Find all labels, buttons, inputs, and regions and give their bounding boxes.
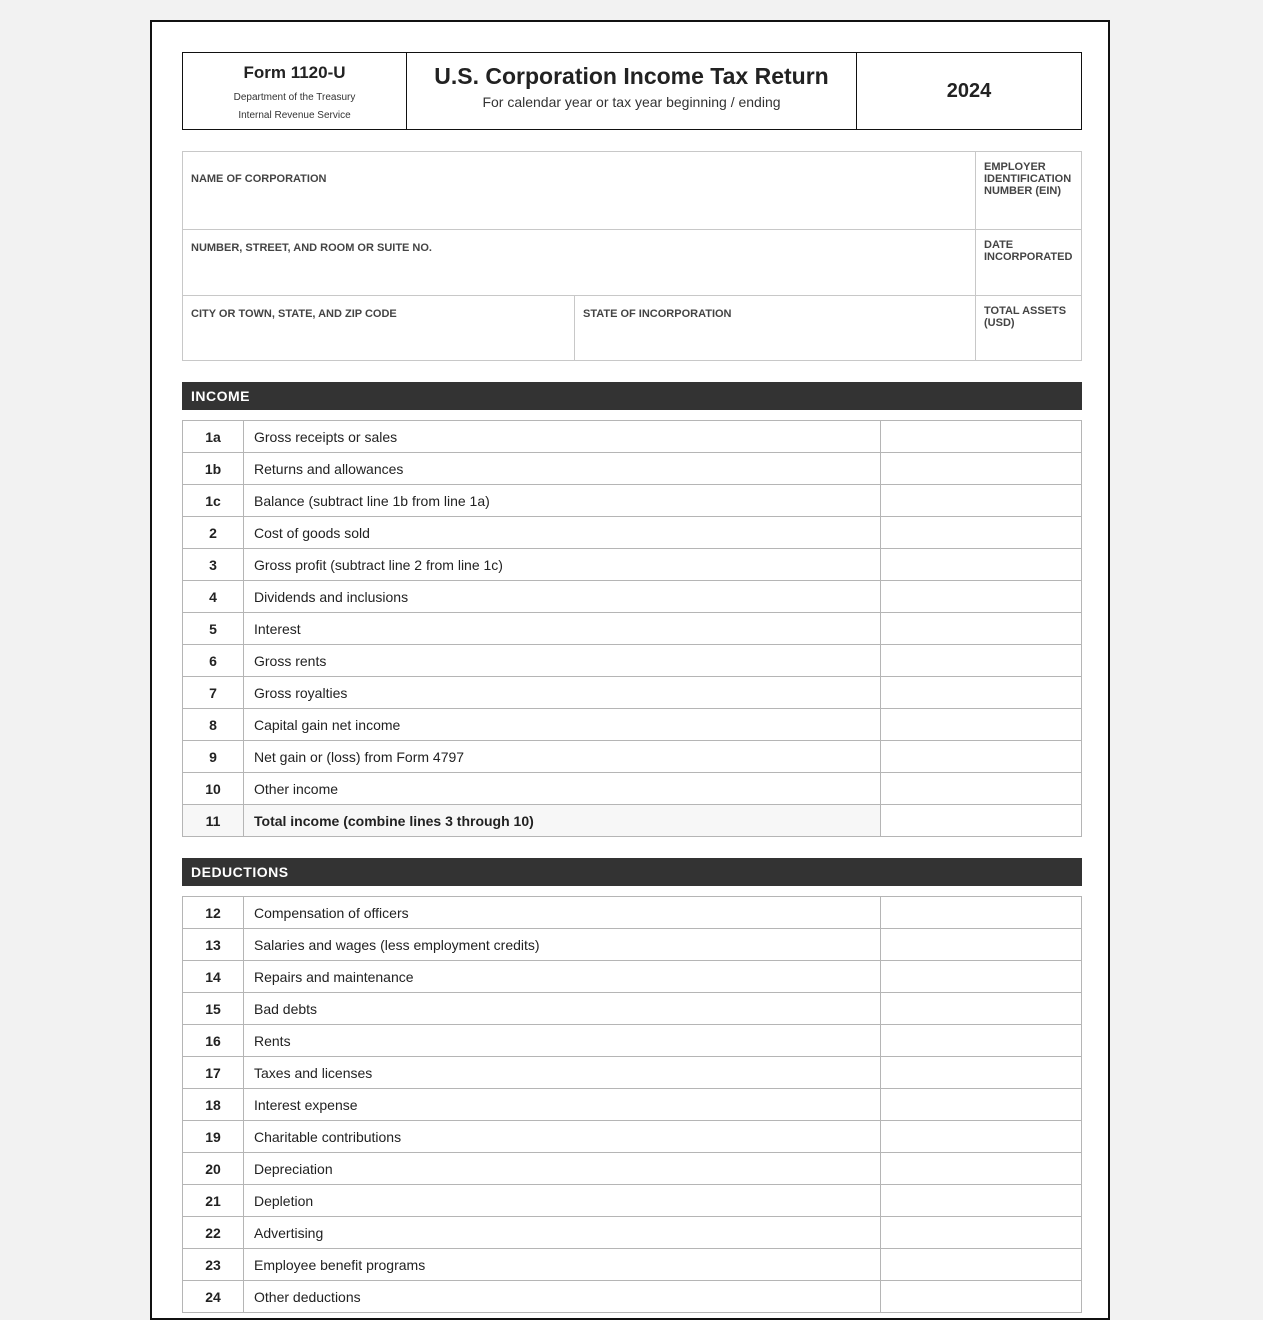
line-description: Capital gain net income (244, 709, 881, 741)
form-id-box (183, 53, 407, 129)
line-number: 2 (183, 517, 244, 549)
line-description: Total income (combine lines 3 through 10) (244, 805, 881, 837)
line-number: 12 (183, 897, 244, 929)
line-number: 5 (183, 613, 244, 645)
line-number: 19 (183, 1121, 244, 1153)
line-description: Advertising (244, 1217, 881, 1249)
line-amount-field[interactable] (881, 1153, 1082, 1185)
name-of-corporation-label: NAME OF CORPORATION (191, 173, 327, 185)
line-description: Interest (244, 613, 881, 645)
line-row (183, 805, 1082, 837)
line-row (183, 421, 1082, 453)
line-description: Returns and allowances (244, 453, 881, 485)
line-number: 15 (183, 993, 244, 1025)
line-amount-field[interactable] (881, 897, 1082, 929)
line-amount-field[interactable] (881, 677, 1082, 709)
line-amount-field[interactable] (881, 1121, 1082, 1153)
line-row (183, 709, 1082, 741)
line-number: 9 (183, 741, 244, 773)
form-content (182, 52, 1082, 1313)
line-row (183, 613, 1082, 645)
line-number: 23 (183, 1249, 244, 1281)
line-row (183, 741, 1082, 773)
line-amount-field[interactable] (881, 709, 1082, 741)
line-number: 16 (183, 1025, 244, 1057)
line-number: 13 (183, 929, 244, 961)
line-row (183, 453, 1082, 485)
line-number: 1a (183, 421, 244, 453)
form-title: U.S. Corporation Income Tax Return (434, 63, 829, 89)
street-address-field[interactable] (183, 230, 975, 295)
line-row (183, 645, 1082, 677)
line-amount-field[interactable] (881, 961, 1082, 993)
city-state-zip-field[interactable] (183, 296, 575, 360)
ein-field[interactable] (975, 152, 1081, 229)
state-of-incorporation-label: STATE OF INCORPORATION (583, 308, 732, 320)
info-row-name (183, 152, 1081, 230)
line-description: Rents (244, 1025, 881, 1057)
line-number: 14 (183, 961, 244, 993)
line-number: 6 (183, 645, 244, 677)
line-description: Compensation of officers (244, 897, 881, 929)
form-subtitle: For calendar year or tax year beginning / ending (482, 94, 781, 110)
line-row (183, 549, 1082, 581)
line-description: Taxes and licenses (244, 1057, 881, 1089)
line-row (183, 1217, 1082, 1249)
line-description: Net gain or (loss) from Form 4797 (244, 741, 881, 773)
line-description: Other income (244, 773, 881, 805)
line-description: Charitable contributions (244, 1121, 881, 1153)
line-row (183, 1153, 1082, 1185)
line-description: Gross profit (subtract line 2 from line 1c) (244, 549, 881, 581)
line-amount-field[interactable] (881, 1185, 1082, 1217)
line-row (183, 1025, 1082, 1057)
line-row (183, 897, 1082, 929)
line-row (183, 677, 1082, 709)
line-amount-field[interactable] (881, 453, 1082, 485)
tax-year: 2024 (946, 79, 992, 102)
line-number: 18 (183, 1089, 244, 1121)
street-address-label: NUMBER, STREET, AND ROOM OR SUITE NO. (191, 242, 432, 254)
line-number: 7 (183, 677, 244, 709)
line-row (183, 485, 1082, 517)
line-amount-field[interactable] (881, 805, 1082, 837)
line-number: 10 (183, 773, 244, 805)
line-amount-field[interactable] (881, 421, 1082, 453)
line-number: 22 (183, 1217, 244, 1249)
info-row-city (183, 296, 1081, 360)
line-number: 4 (183, 581, 244, 613)
line-description: Cost of goods sold (244, 517, 881, 549)
form-page (150, 20, 1110, 1320)
income-section-heading: INCOME (182, 382, 1082, 410)
name-of-corporation-field[interactable] (183, 152, 975, 229)
corporation-info-grid (182, 151, 1082, 361)
date-incorporated-label: DATE INCORPORATED (984, 239, 1073, 263)
info-row-street (183, 230, 1081, 296)
line-description: Salaries and wages (less employment credits) (244, 929, 881, 961)
total-assets-field[interactable] (975, 296, 1081, 360)
line-amount-field[interactable] (881, 1217, 1082, 1249)
line-number: 8 (183, 709, 244, 741)
line-row (183, 1281, 1082, 1313)
line-description: Repairs and maintenance (244, 961, 881, 993)
line-description: Gross royalties (244, 677, 881, 709)
form-number: Form 1120-U (243, 63, 346, 82)
deductions-table (182, 896, 1082, 1313)
line-amount-field[interactable] (881, 1281, 1082, 1313)
line-row (183, 581, 1082, 613)
date-incorporated-field[interactable] (975, 230, 1081, 295)
line-amount-field[interactable] (881, 1025, 1082, 1057)
total-assets-label: TOTAL ASSETS (USD) (984, 305, 1067, 329)
line-row (183, 517, 1082, 549)
line-amount-field[interactable] (881, 741, 1082, 773)
line-amount-field[interactable] (881, 517, 1082, 549)
line-amount-field[interactable] (881, 929, 1082, 961)
line-amount-field[interactable] (881, 549, 1082, 581)
line-number: 24 (183, 1281, 244, 1313)
line-description: Gross rents (244, 645, 881, 677)
line-description: Other deductions (244, 1281, 881, 1313)
line-row (183, 1057, 1082, 1089)
line-description: Dividends and inclusions (244, 581, 881, 613)
line-row (183, 1089, 1082, 1121)
line-number: 3 (183, 549, 244, 581)
line-amount-field[interactable] (881, 1089, 1082, 1121)
line-number: 17 (183, 1057, 244, 1089)
ein-label: EMPLOYER IDENTIFICATION NUMBER (EIN) (984, 161, 1072, 197)
line-description: Depreciation (244, 1153, 881, 1185)
line-description: Balance (subtract line 1b from line 1a) (244, 485, 881, 517)
line-row (183, 773, 1082, 805)
form-header (182, 52, 1082, 130)
line-amount-field[interactable] (881, 485, 1082, 517)
form-title-box (407, 53, 857, 129)
line-description: Gross receipts or sales (244, 421, 881, 453)
line-amount-field[interactable] (881, 993, 1082, 1025)
state-of-incorporation-field[interactable] (575, 296, 975, 360)
agency-line: Internal Revenue Service (238, 110, 351, 121)
line-description: Employee benefit programs (244, 1249, 881, 1281)
line-description: Bad debts (244, 993, 881, 1025)
line-amount-field[interactable] (881, 581, 1082, 613)
line-description: Interest expense (244, 1089, 881, 1121)
line-number: 1c (183, 485, 244, 517)
line-amount-field[interactable] (881, 1249, 1082, 1281)
line-row (183, 961, 1082, 993)
line-number: 20 (183, 1153, 244, 1185)
line-row (183, 1185, 1082, 1217)
income-table (182, 420, 1082, 837)
line-amount-field[interactable] (881, 645, 1082, 677)
line-number: 1b (183, 453, 244, 485)
line-row (183, 929, 1082, 961)
line-description: Depletion (244, 1185, 881, 1217)
department-line: Department of the Treasury (233, 92, 356, 103)
deductions-section-heading: DEDUCTIONS (182, 858, 1082, 886)
department-text (183, 89, 406, 125)
line-amount-field[interactable] (881, 613, 1082, 645)
line-number: 21 (183, 1185, 244, 1217)
line-amount-field[interactable] (881, 1057, 1082, 1089)
city-state-zip-label: CITY OR TOWN, STATE, AND ZIP CODE (191, 308, 397, 320)
line-row (183, 993, 1082, 1025)
line-row (183, 1249, 1082, 1281)
line-number: 11 (183, 805, 244, 837)
line-amount-field[interactable] (881, 773, 1082, 805)
line-row (183, 1121, 1082, 1153)
